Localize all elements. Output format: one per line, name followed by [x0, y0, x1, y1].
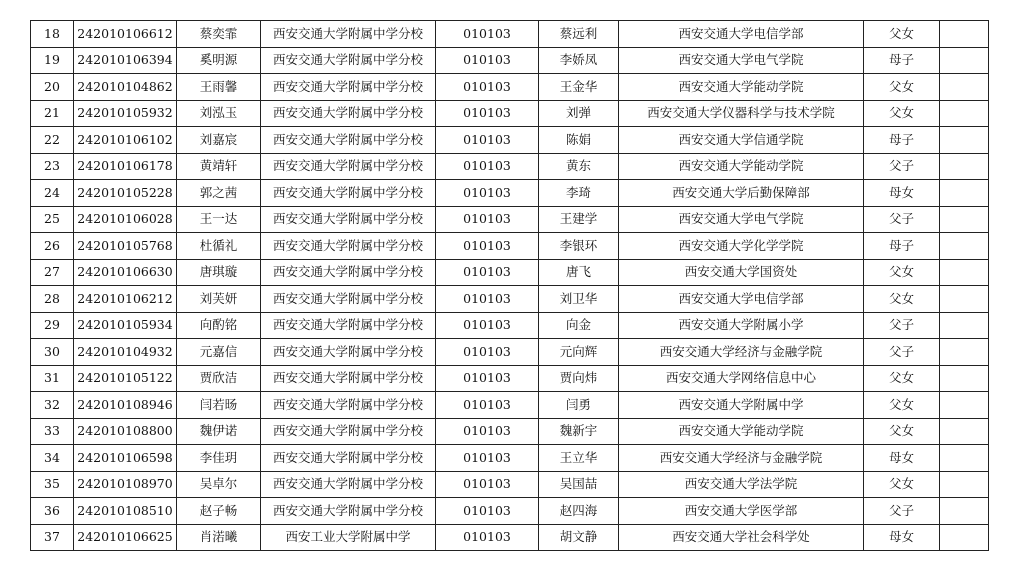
- table-row: [31, 498, 989, 525]
- relationship: 父女: [864, 21, 940, 48]
- parent-work-unit: 西安交通大学网络信息中心: [619, 365, 864, 392]
- relationship: 父女: [864, 418, 940, 445]
- student-name: 王雨馨: [177, 74, 261, 101]
- parent-name: 向金: [539, 312, 619, 339]
- note-cell: [940, 233, 989, 260]
- school-code: 010103: [436, 206, 539, 233]
- parent-work-unit: 西安交通大学社会科学处: [619, 524, 864, 551]
- student-name: 黄靖轩: [177, 153, 261, 180]
- school-name: 西安交通大学附属中学分校: [261, 47, 436, 74]
- school-name: 西安交通大学附属中学分校: [261, 498, 436, 525]
- row-number: 29: [31, 312, 74, 339]
- student-name: 刘芙妍: [177, 286, 261, 313]
- row-number: 19: [31, 47, 74, 74]
- row-number: 30: [31, 339, 74, 366]
- school-name: 西安工业大学附属中学: [261, 524, 436, 551]
- relationship: 父子: [864, 312, 940, 339]
- parent-name: 胡文静: [539, 524, 619, 551]
- student-name: 郭之茜: [177, 180, 261, 207]
- relationship: 母子: [864, 47, 940, 74]
- relationship: 父女: [864, 365, 940, 392]
- parent-name: 黄东: [539, 153, 619, 180]
- exam-id: 242010106612: [74, 21, 177, 48]
- school-name: 西安交通大学附属中学分校: [261, 392, 436, 419]
- school-name: 西安交通大学附属中学分校: [261, 445, 436, 472]
- parent-work-unit: 西安交通大学国资处: [619, 259, 864, 286]
- relationship: 父女: [864, 471, 940, 498]
- parent-work-unit: 西安交通大学后勤保障部: [619, 180, 864, 207]
- parent-work-unit: 西安交通大学法学院: [619, 471, 864, 498]
- relationship: 母女: [864, 180, 940, 207]
- student-name: 李佳玥: [177, 445, 261, 472]
- relationship: 父女: [864, 100, 940, 127]
- school-name: 西安交通大学附属中学分校: [261, 21, 436, 48]
- table-row: [31, 365, 989, 392]
- student-name: 吴卓尔: [177, 471, 261, 498]
- student-name: 奚明源: [177, 47, 261, 74]
- parent-name: 闫勇: [539, 392, 619, 419]
- relationship: 母子: [864, 233, 940, 260]
- school-name: 西安交通大学附属中学分校: [261, 312, 436, 339]
- row-number: 26: [31, 233, 74, 260]
- exam-id: 242010108800: [74, 418, 177, 445]
- parent-name: 赵四海: [539, 498, 619, 525]
- exam-id: 242010104862: [74, 74, 177, 101]
- parent-name: 蔡远利: [539, 21, 619, 48]
- exam-id: 242010106394: [74, 47, 177, 74]
- parent-work-unit: 西安交通大学电气学院: [619, 206, 864, 233]
- note-cell: [940, 365, 989, 392]
- exam-id: 242010106102: [74, 127, 177, 154]
- relationship: 父子: [864, 153, 940, 180]
- row-number: 35: [31, 471, 74, 498]
- school-name: 西安交通大学附属中学分校: [261, 127, 436, 154]
- student-name: 向酌铭: [177, 312, 261, 339]
- relationship: 父子: [864, 206, 940, 233]
- student-name: 魏伊诺: [177, 418, 261, 445]
- school-code: 010103: [436, 47, 539, 74]
- exam-id: 242010105122: [74, 365, 177, 392]
- note-cell: [940, 418, 989, 445]
- exam-id: 242010106178: [74, 153, 177, 180]
- school-code: 010103: [436, 153, 539, 180]
- parent-name: 刘弹: [539, 100, 619, 127]
- table-row: [31, 392, 989, 419]
- row-number: 22: [31, 127, 74, 154]
- note-cell: [940, 127, 989, 154]
- school-code: 010103: [436, 21, 539, 48]
- note-cell: [940, 445, 989, 472]
- table-row: [31, 339, 989, 366]
- student-name: 元嘉信: [177, 339, 261, 366]
- relationship: 父子: [864, 498, 940, 525]
- note-cell: [940, 74, 989, 101]
- exam-id: 242010106212: [74, 286, 177, 313]
- school-name: 西安交通大学附属中学分校: [261, 286, 436, 313]
- school-name: 西安交通大学附属中学分校: [261, 233, 436, 260]
- parent-name: 李银环: [539, 233, 619, 260]
- school-name: 西安交通大学附属中学分校: [261, 471, 436, 498]
- row-number: 33: [31, 418, 74, 445]
- table-row: [31, 100, 989, 127]
- row-number: 31: [31, 365, 74, 392]
- student-name: 闫若旸: [177, 392, 261, 419]
- school-name: 西安交通大学附属中学分校: [261, 74, 436, 101]
- student-roster-table: [30, 20, 989, 551]
- row-number: 25: [31, 206, 74, 233]
- note-cell: [940, 498, 989, 525]
- relationship: 父女: [864, 286, 940, 313]
- school-name: 西安交通大学附属中学分校: [261, 339, 436, 366]
- school-code: 010103: [436, 259, 539, 286]
- parent-name: 李琦: [539, 180, 619, 207]
- exam-id: 242010105768: [74, 233, 177, 260]
- student-name: 赵子畅: [177, 498, 261, 525]
- parent-work-unit: 西安交通大学仪器科学与技术学院: [619, 100, 864, 127]
- student-name: 贾欣洁: [177, 365, 261, 392]
- table-row: [31, 418, 989, 445]
- table-row: [31, 445, 989, 472]
- relationship: 母女: [864, 445, 940, 472]
- school-code: 010103: [436, 286, 539, 313]
- note-cell: [940, 153, 989, 180]
- table-row: [31, 206, 989, 233]
- parent-name: 吴国喆: [539, 471, 619, 498]
- exam-id: 242010108510: [74, 498, 177, 525]
- student-name: 刘泓玉: [177, 100, 261, 127]
- school-name: 西安交通大学附属中学分校: [261, 153, 436, 180]
- note-cell: [940, 286, 989, 313]
- row-number: 18: [31, 21, 74, 48]
- student-name: 王一达: [177, 206, 261, 233]
- school-code: 010103: [436, 312, 539, 339]
- school-name: 西安交通大学附属中学分校: [261, 418, 436, 445]
- student-name: 唐琪璇: [177, 259, 261, 286]
- table-row: [31, 524, 989, 551]
- table-row: [31, 74, 989, 101]
- student-name: 杜循礼: [177, 233, 261, 260]
- exam-id: 242010105228: [74, 180, 177, 207]
- note-cell: [940, 524, 989, 551]
- note-cell: [940, 339, 989, 366]
- note-cell: [940, 471, 989, 498]
- parent-work-unit: 西安交通大学经济与金融学院: [619, 339, 864, 366]
- note-cell: [940, 180, 989, 207]
- parent-name: 贾向炜: [539, 365, 619, 392]
- school-code: 010103: [436, 180, 539, 207]
- exam-id: 242010105932: [74, 100, 177, 127]
- note-cell: [940, 392, 989, 419]
- row-number: 36: [31, 498, 74, 525]
- relationship: 母女: [864, 524, 940, 551]
- table-row: [31, 233, 989, 260]
- relationship: 父女: [864, 74, 940, 101]
- school-code: 010103: [436, 418, 539, 445]
- parent-work-unit: 西安交通大学能动学院: [619, 74, 864, 101]
- school-code: 010103: [436, 498, 539, 525]
- parent-work-unit: 西安交通大学经济与金融学院: [619, 445, 864, 472]
- student-name: 蔡奕霏: [177, 21, 261, 48]
- table-row: [31, 286, 989, 313]
- parent-work-unit: 西安交通大学电气学院: [619, 47, 864, 74]
- school-name: 西安交通大学附属中学分校: [261, 180, 436, 207]
- note-cell: [940, 100, 989, 127]
- row-number: 21: [31, 100, 74, 127]
- relationship: 母子: [864, 127, 940, 154]
- parent-name: 王金华: [539, 74, 619, 101]
- roster-body: [31, 21, 989, 551]
- school-code: 010103: [436, 392, 539, 419]
- parent-work-unit: 西安交通大学医学部: [619, 498, 864, 525]
- parent-name: 唐飞: [539, 259, 619, 286]
- table-row: [31, 153, 989, 180]
- row-number: 32: [31, 392, 74, 419]
- parent-work-unit: 西安交通大学电信学部: [619, 21, 864, 48]
- school-code: 010103: [436, 100, 539, 127]
- parent-work-unit: 西安交通大学化学学院: [619, 233, 864, 260]
- school-code: 010103: [436, 233, 539, 260]
- row-number: 34: [31, 445, 74, 472]
- school-code: 010103: [436, 365, 539, 392]
- table-row: [31, 180, 989, 207]
- school-name: 西安交通大学附属中学分校: [261, 100, 436, 127]
- table-row: [31, 21, 989, 48]
- row-number: 20: [31, 74, 74, 101]
- school-code: 010103: [436, 445, 539, 472]
- exam-id: 242010104932: [74, 339, 177, 366]
- student-name: 刘嘉宸: [177, 127, 261, 154]
- parent-work-unit: 西安交通大学附属中学: [619, 392, 864, 419]
- parent-name: 李娇凤: [539, 47, 619, 74]
- parent-name: 元向辉: [539, 339, 619, 366]
- note-cell: [940, 259, 989, 286]
- school-name: 西安交通大学附属中学分校: [261, 259, 436, 286]
- parent-work-unit: 西安交通大学信通学院: [619, 127, 864, 154]
- table-row: [31, 312, 989, 339]
- table-row: [31, 127, 989, 154]
- note-cell: [940, 47, 989, 74]
- table-row: [31, 47, 989, 74]
- school-code: 010103: [436, 524, 539, 551]
- relationship: 父女: [864, 259, 940, 286]
- row-number: 24: [31, 180, 74, 207]
- school-code: 010103: [436, 74, 539, 101]
- school-code: 010103: [436, 339, 539, 366]
- parent-work-unit: 西安交通大学能动学院: [619, 153, 864, 180]
- relationship: 父子: [864, 339, 940, 366]
- note-cell: [940, 312, 989, 339]
- note-cell: [940, 206, 989, 233]
- parent-work-unit: 西安交通大学附属小学: [619, 312, 864, 339]
- exam-id: 242010106598: [74, 445, 177, 472]
- parent-name: 王建学: [539, 206, 619, 233]
- table-row: [31, 259, 989, 286]
- parent-name: 魏新宇: [539, 418, 619, 445]
- row-number: 23: [31, 153, 74, 180]
- exam-id: 242010106028: [74, 206, 177, 233]
- school-name: 西安交通大学附属中学分校: [261, 206, 436, 233]
- exam-id: 242010108970: [74, 471, 177, 498]
- parent-name: 刘卫华: [539, 286, 619, 313]
- student-name: 肖渃曦: [177, 524, 261, 551]
- school-code: 010103: [436, 127, 539, 154]
- school-code: 010103: [436, 471, 539, 498]
- relationship: 父女: [864, 392, 940, 419]
- parent-work-unit: 西安交通大学电信学部: [619, 286, 864, 313]
- note-cell: [940, 21, 989, 48]
- parent-name: 王立华: [539, 445, 619, 472]
- parent-name: 陈娟: [539, 127, 619, 154]
- school-name: 西安交通大学附属中学分校: [261, 365, 436, 392]
- row-number: 27: [31, 259, 74, 286]
- exam-id: 242010106630: [74, 259, 177, 286]
- table-row: [31, 471, 989, 498]
- row-number: 37: [31, 524, 74, 551]
- parent-work-unit: 西安交通大学能动学院: [619, 418, 864, 445]
- exam-id: 242010108946: [74, 392, 177, 419]
- exam-id: 242010106625: [74, 524, 177, 551]
- row-number: 28: [31, 286, 74, 313]
- exam-id: 242010105934: [74, 312, 177, 339]
